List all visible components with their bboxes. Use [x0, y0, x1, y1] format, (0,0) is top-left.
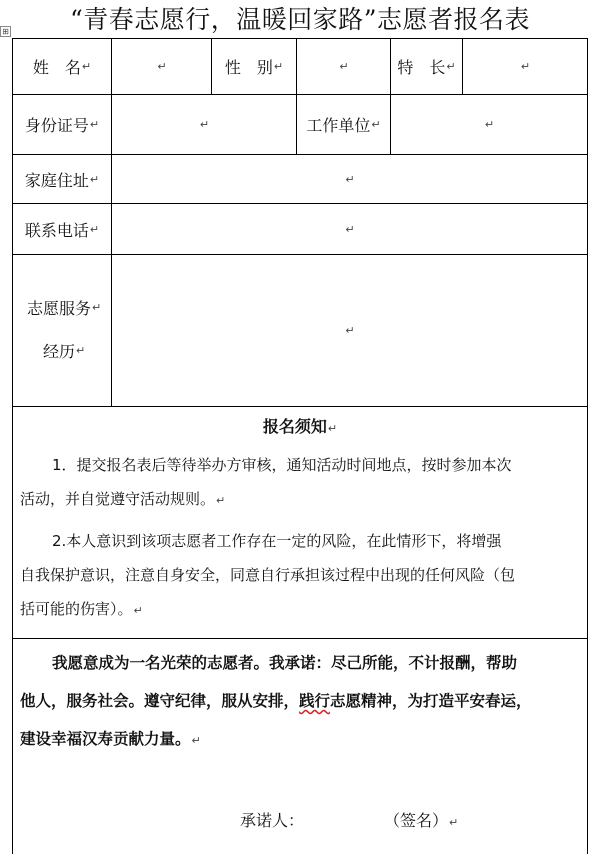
experience-label-cell [13, 255, 111, 406]
paragraph-mark-icon: ↵ [339, 60, 349, 73]
notice-item-1: 1．提交报名表后等待举办方审核，通知活动时间地点，按时参加本次 活动，并自觉遵守活动规则。↵ [20, 456, 512, 508]
work-unit-input[interactable] [391, 95, 587, 154]
paragraph-mark-icon: ↵ [371, 118, 381, 131]
paragraph-mark-icon: ↵ [199, 118, 210, 131]
id-number-input[interactable] [112, 95, 296, 154]
experience-label-line2: 经历 [43, 341, 76, 361]
paragraph-mark-icon: ↵ [484, 118, 495, 131]
paragraph-mark-icon: ↵ [327, 422, 338, 435]
gender-label-cell [212, 39, 296, 94]
paragraph-mark-icon: ↵ [89, 118, 100, 131]
specialty-label-cell [391, 39, 462, 94]
experience-label-line1: 志愿服务 [27, 298, 92, 318]
id-number-label: 身份证号 [24, 116, 89, 135]
paragraph-mark-icon: ↵ [191, 734, 201, 747]
paragraph-mark-icon: ↵ [81, 60, 92, 73]
specialty-input[interactable] [463, 39, 587, 94]
gender-input[interactable] [297, 39, 390, 94]
paragraph-mark-icon: ↵ [133, 604, 143, 617]
paragraph-mark-icon: ↵ [520, 60, 531, 73]
paragraph-mark-icon: ↵ [157, 60, 167, 73]
phone-label: 联系电话 [24, 220, 89, 240]
paragraph-mark-icon: ↵ [76, 343, 86, 357]
paragraph-mark-icon: ↵ [89, 222, 100, 236]
paragraph-mark-icon: ↵ [345, 324, 355, 337]
registration-form-table [12, 38, 588, 854]
name-label: 姓 名 [32, 58, 81, 77]
paragraph-mark-icon: ↵ [216, 494, 226, 507]
phone-input[interactable] [112, 204, 587, 254]
home-address-label: 家庭住址 [24, 170, 89, 190]
notice-title: 报名须知↵ [262, 417, 338, 436]
pledge-text: 我愿意成为一名光荣的志愿者。我承诺：尽己所能，不计报酬，帮助 他人，服务社会。遵守纪律，服从安排，践行志愿精神，为打造平安春运， 建设幸福汉寿贡献力量。↵ [20, 654, 532, 748]
signature-hint: （签名） [384, 811, 449, 830]
paragraph-mark-icon: ↵ [345, 172, 355, 186]
paragraph-mark-icon: ↵ [446, 60, 456, 73]
phone-label-cell [13, 204, 111, 254]
experience-input[interactable] [112, 255, 587, 406]
form-title: “青春志愿行，温暖回家路”志愿者报名表 [69, 5, 531, 34]
id-number-label-cell [13, 95, 111, 154]
spellcheck-underline: 践行 [299, 692, 331, 710]
paragraph-mark-icon: ↵ [449, 816, 459, 829]
specialty-label: 特 长 [397, 58, 446, 77]
table-anchor-icon[interactable]: ⊞ [0, 26, 11, 37]
signer-label: 承诺人： [240, 811, 305, 830]
signature-field[interactable] [384, 808, 458, 831]
work-unit-label-cell [297, 95, 390, 154]
paragraph-mark-icon: ↵ [345, 222, 355, 236]
name-label-cell [13, 39, 111, 94]
gender-label: 性 别 [224, 58, 273, 77]
paragraph-mark-icon: ↵ [273, 60, 284, 73]
paragraph-mark-icon: ↵ [92, 300, 102, 314]
work-unit-label: 工作单位 [306, 116, 371, 135]
paragraph-mark-icon: ↵ [89, 172, 100, 186]
name-input[interactable] [112, 39, 211, 94]
notice-item-2: 2.本人意识到该项志愿者工作存在一定的风险，在此情形下，将增强 自我保护意识，注意自身安全，同意自行承担该过程中出现的任何风险（包 括可能的伤害）。↵ [20, 532, 516, 618]
home-address-label-cell [13, 155, 111, 203]
home-address-input[interactable] [112, 155, 587, 203]
